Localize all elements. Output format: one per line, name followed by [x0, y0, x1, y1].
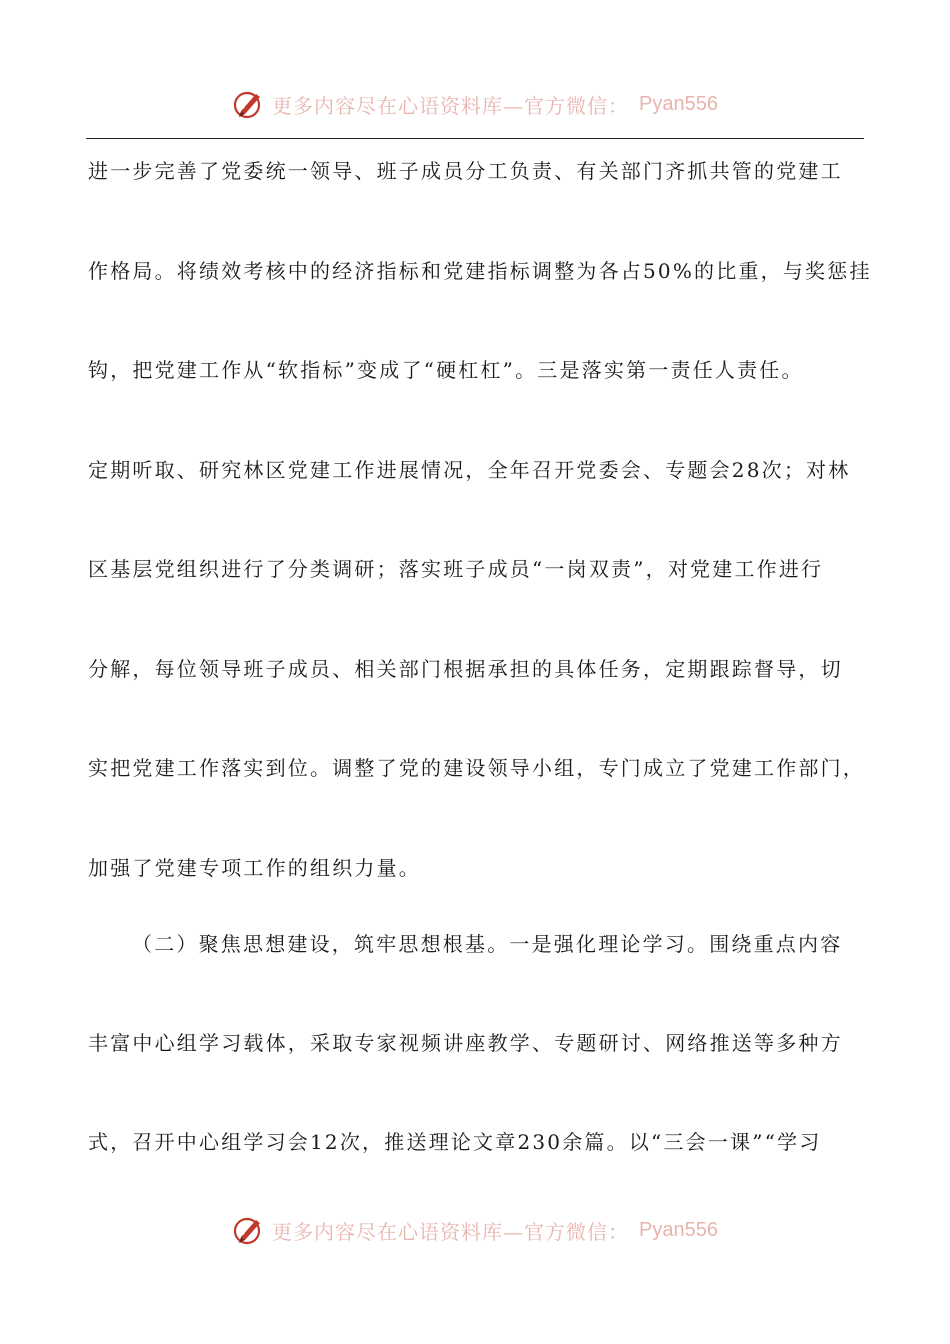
paragraph-heading-line: （二）聚焦思想建设，筑牢思想根基。一是强化理论学习。围绕重点内容 — [132, 932, 843, 956]
watermark-text: 更多内容尽在心语资料库—官方微信： — [272, 1219, 630, 1244]
header-divider — [86, 138, 864, 139]
watermark-wechat-id: Pyan556 — [639, 1218, 718, 1241]
text-line: 作格局。将绩效考核中的经济指标和党建指标调整为各占50%的比重，与奖惩挂 — [88, 259, 872, 283]
text-line: 区基层党组织进行了分类调研；落实班子成员“一岗双责”，对党建工作进行 — [88, 557, 824, 581]
header-watermark — [0, 84, 950, 124]
text-line: 钩，把党建工作从“软指标”变成了“硬杠杠”。三是落实第一责任人责任。 — [88, 358, 804, 382]
text-line: 式，召开中心组学习会12次，推送理论文章230余篇。以“三会一课”“学习 — [88, 1130, 822, 1154]
text-line: 定期听取、研究林区党建工作进展情况，全年召开党委会、专题会28次；对林 — [88, 458, 851, 482]
footer-watermark — [0, 1210, 950, 1250]
text-line: 丰富中心组学习载体，采取专家视频讲座教学、专题研讨、网络推送等多种方 — [88, 1031, 843, 1055]
text-line: 进一步完善了党委统一领导、班子成员分工负责、有关部门齐抓共管的党建工 — [88, 159, 843, 183]
text-line: 加强了党建专项工作的组织力量。 — [88, 856, 421, 880]
watermark-wechat-id: Pyan556 — [639, 92, 718, 115]
text-line: 分解，每位领导班子成员、相关部门根据承担的具体任务，定期跟踪督导，切 — [88, 657, 843, 681]
pen-circle-logo-icon — [232, 87, 266, 121]
text-line: 实把党建工作落实到位。调整了党的建设领导小组，专门成立了党建工作部门， — [88, 756, 865, 780]
watermark-text: 更多内容尽在心语资料库—官方微信： — [272, 93, 630, 118]
pen-circle-logo-icon — [232, 1213, 266, 1247]
